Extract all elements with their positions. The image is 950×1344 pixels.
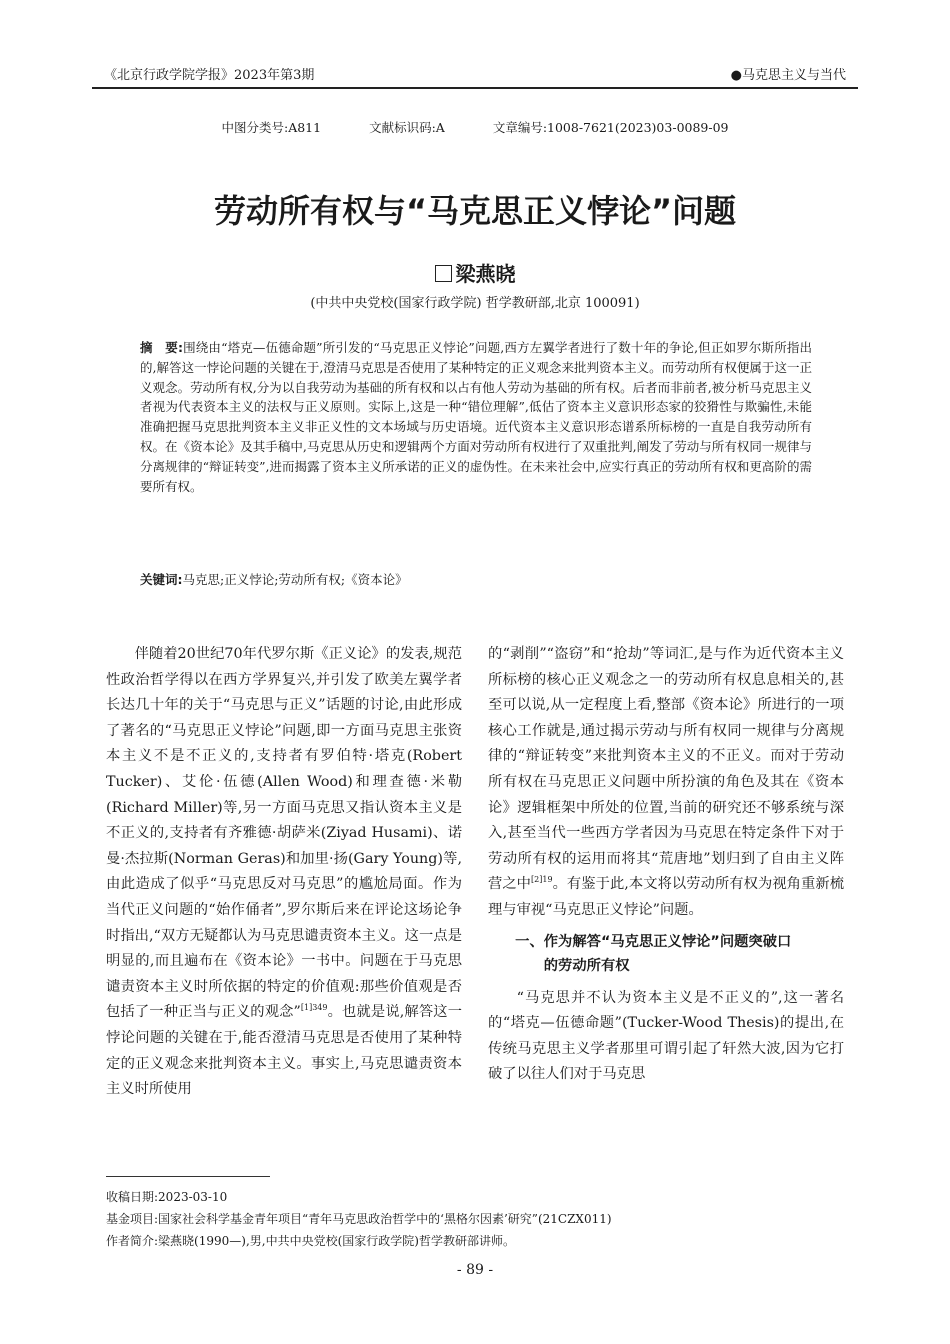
article-title: 劳动所有权与“马克思正义悖论”问题	[213, 192, 737, 230]
footnotes	[106, 1186, 850, 1252]
body-column-right	[488, 642, 844, 1088]
journal-header: 《北京行政学院学报》2023年第3期	[104, 68, 315, 83]
fund-info: 基金项目:国家社会科学基金青年项目“青年马克思政治哲学中的‘黑格尔因素’研究”(21CZX011)	[106, 1212, 612, 1226]
paragraph-text: 伴随着20世纪70年代罗尔斯《正义论》的发表,规范性政治哲学得以在西方学界复兴,并引发了欧美左翼学者长达几十年的关于“马克思与正义”话题的讨论,由此形成了著名的“马克思正义悖论”问题,即一方面马克思主张资本主义不是不正义的,支持者有罗伯特·塔克(Robert Tucker)、艾伦·伍德(Allen Wood)和理查德·米勒(Richard Miller)等,另一方面马克思又指认资本主义是不正义的,支持者有齐雅德·胡萨米(Ziyad Husami)、诺曼·杰拉斯(Norman Geras)和加里·扬(Gary Young)等,由此造成了似乎“马克思反对马克思”的尴尬局面。作为当代正义问题的“始作俑者”,罗尔斯后来在评论这场论争时指出,“双方无疑都认为马克思谴责资本主义。这一点是明显的,而且遍布在《资本论》一书中。问题在于马克思谴责资本主义时所依据的特定的价值观:那些价值观是否包括了一种正当与正义的观念”	[106, 646, 462, 1021]
abstract	[140, 338, 812, 496]
body-paragraph: “马克思并不认为资本主义是不正义的”,这一著名的“塔克—伍德命题”(Tucker-Wood Thesis)的提出,在传统马克思主义学者那里可谓引起了轩然大波,因为它打破了以往人们对于马克思	[488, 989, 844, 1083]
article-number: 文章编号:1008-7621(2023)03-0089-09	[492, 120, 729, 135]
header-rule	[92, 87, 858, 89]
page-number: - 89 -	[456, 1262, 494, 1278]
author-bio: 作者简介:梁燕晓(1990—),男,中共中央党校(国家行政学院)哲学教研部讲师。	[106, 1234, 515, 1248]
abstract-label: 摘 要:	[140, 340, 183, 355]
body-paragraph	[488, 642, 844, 924]
author-box-icon	[435, 265, 452, 282]
paragraph-text: 。有鉴于此,本文将以劳动所有权为视角重新梳理与审视“马克思正义悖论”问题。	[488, 876, 844, 918]
abstract-text: 围绕由“塔克—伍德命题”所引发的“马克思正义悖论”问题,西方左翼学者进行了数十年的争论,但正如罗尔斯所指出的,解答这一悖论问题的关键在于,澄清马克思是否使用了某种特定的正义观念来批判资本主义。而劳动所有权便属于这一正义观念。劳动所有权,分为以自我劳动为基础的所有权和以占有他人劳动为基础的所有权。后者而非前者,被分析马克思主义者视为代表资本主义的法权与正义原则。实际上,这是一种“错位理解”,低估了资本主义意识形态家的狡猾性与欺骗性,未能准确把握马克思批判资本主义非正义性的文本场域与历史语境。近代资本主义意识形态谱系所标榜的一直是自我劳动所有权。在《资本论》及其手稿中,马克思从历史和逻辑两个方面对劳动所有权进行了双重批判,阐发了劳动与所有权同一规律与分离规律的“辩证转变”,进而揭露了资本主义所承诺的正义的虚伪性。在未来社会中,应实行真正的劳动所有权和更高阶的需要所有权。	[140, 340, 813, 494]
keywords-text: 马克思;正义悖论;劳动所有权;《资本论》	[182, 572, 408, 587]
section-heading-line: 的劳动所有权	[543, 957, 630, 974]
paragraph-text: 的“剥削”“盗窃”和“抢劫”等词汇,是与作为近代资本主义所标榜的核心正义观念之一的劳动所有权息息相关的,甚至可以说,从一定程度上看,整部《资本论》所进行的一项核心工作就是,通过揭示劳动与所有权同一规律与分离规律的“辩证转变”来批判资本主义的不正义。而对于劳动所有权在马克思正义问题中所扮演的角色及其在《资本论》逻辑框架中所处的位置,当前的研究还不够系统与深入,甚至当代一些西方学者因为马克思在特定条件下对于劳动所有权的运用而将其“荒唐地”划归到了自由主义阵营之中	[488, 646, 844, 893]
section-heading	[488, 930, 844, 978]
document-code: 文献标识码:A	[369, 120, 445, 135]
body-paragraph	[106, 642, 462, 1103]
section-heading-line: 一、作为解答“马克思正义悖论”问题突破口	[515, 933, 792, 950]
body-column-left	[106, 642, 462, 1103]
citation: [1]349	[300, 1003, 328, 1013]
affiliation: (中共中央党校(国家行政学院) 哲学教研部,北京 100091)	[310, 296, 640, 311]
article-meta	[0, 118, 950, 136]
keywords-label: 关键词:	[140, 572, 183, 587]
classification-number: 中图分类号:A811	[221, 120, 322, 135]
citation: [2]19	[531, 875, 553, 885]
received-date: 收稿日期:2023-03-10	[106, 1190, 228, 1204]
paragraph-text: 。也就是说,解答这一悖论问题的关键在于,能否澄清马克思是否使用了某种特定的正义观念来批判资本主义。事实上,马克思谴责资本主义时所使用	[106, 1004, 463, 1098]
keywords	[140, 570, 812, 588]
author-name: 梁燕晓	[455, 262, 516, 286]
column-header: ●马克思主义与当代	[730, 68, 846, 83]
footnote-rule	[106, 1176, 270, 1177]
author-line	[0, 258, 950, 287]
